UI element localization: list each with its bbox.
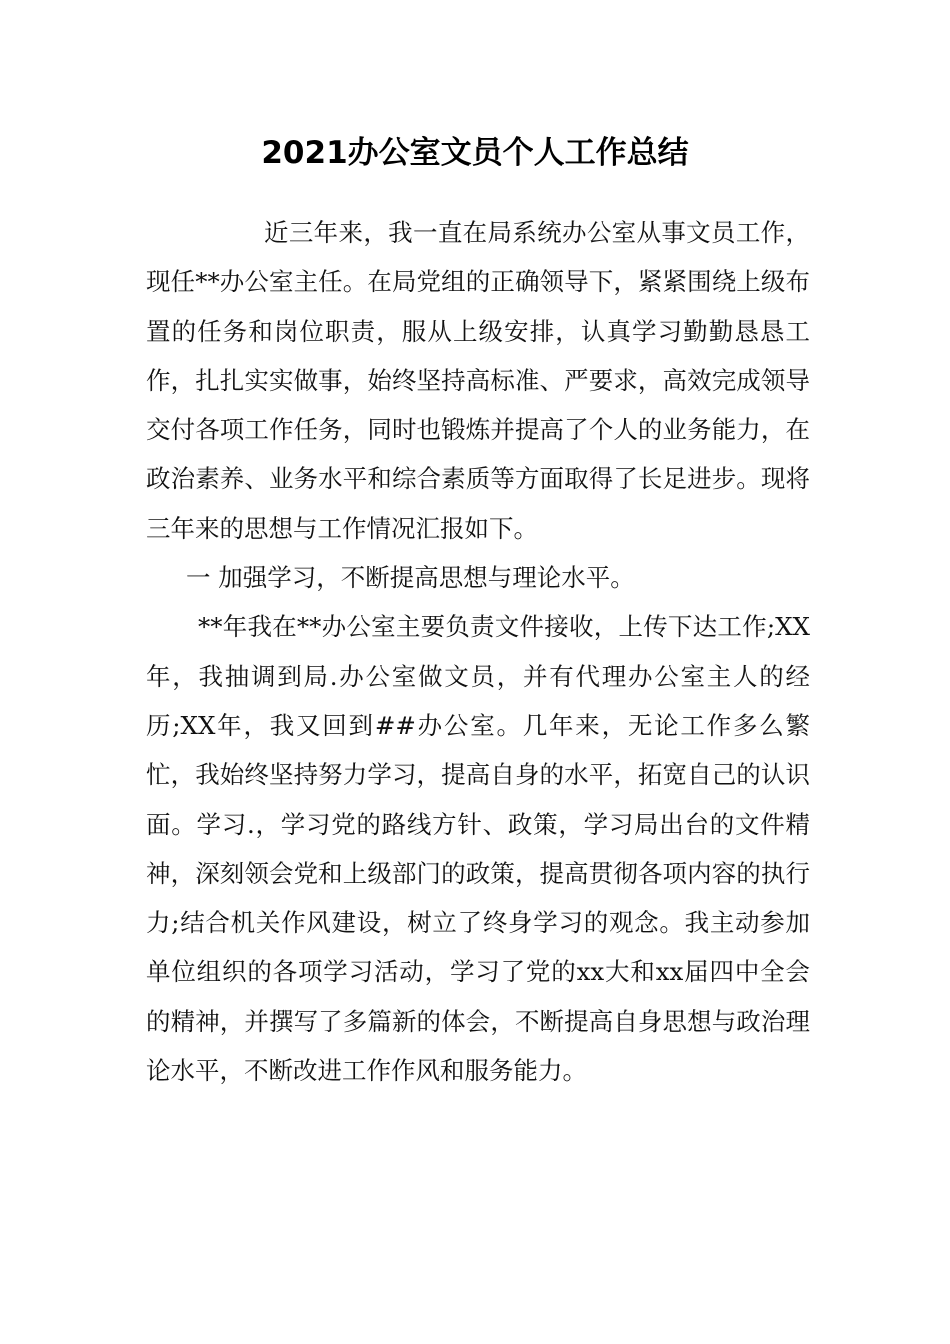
paragraph-study: **年我在**办公室主要负责文件接收，上传下达工作;XX年，我抽调到局.办公室做文员，并有代理办公室主人的经历;XX年，我又回到##办公室。几年来，无论工作多么繁忙，我始终坚持努力学习，提高自身的水平，拓宽自己的认识面。学习.，学习党的路线方针、政策，学习局出台的文件精神，深刻领会党和上级部门的政策，提高贯彻各项内容的执行力;结合机关作风建设，树立了终身学习的观念。我主动参加单位组织的各项学习活动，学习了党的xx大和xx届四中全会的精神，并撰写了多篇新的体会，不断提高自身思想与政治理论水平，不断改进工作作风和服务能力。 (146, 612, 810, 1086)
section-heading: 一 加强学习，不断提高思想与理论水平。 (186, 563, 635, 593)
document-body (146, 208, 810, 1095)
document-title: 2021办公室文员个人工作总结 (261, 135, 689, 171)
paragraph-intro: 近三年来，我一直在局系统办公室从事文员工作，现任**办公室主任。在局党组的正确领导下，紧紧围绕上级布置的任务和岗位职责，服从上级安排，认真学习勤勤恳恳工作，扎扎实实做事，始终坚持高标准、严要求，高效完成领导交付各项工作任务，同时也锻炼并提高了个人的业务能力，在政治素养、业务水平和综合素质等方面取得了长足进步。现将三年来的思想与工作情况汇报如下。 (146, 218, 810, 543)
